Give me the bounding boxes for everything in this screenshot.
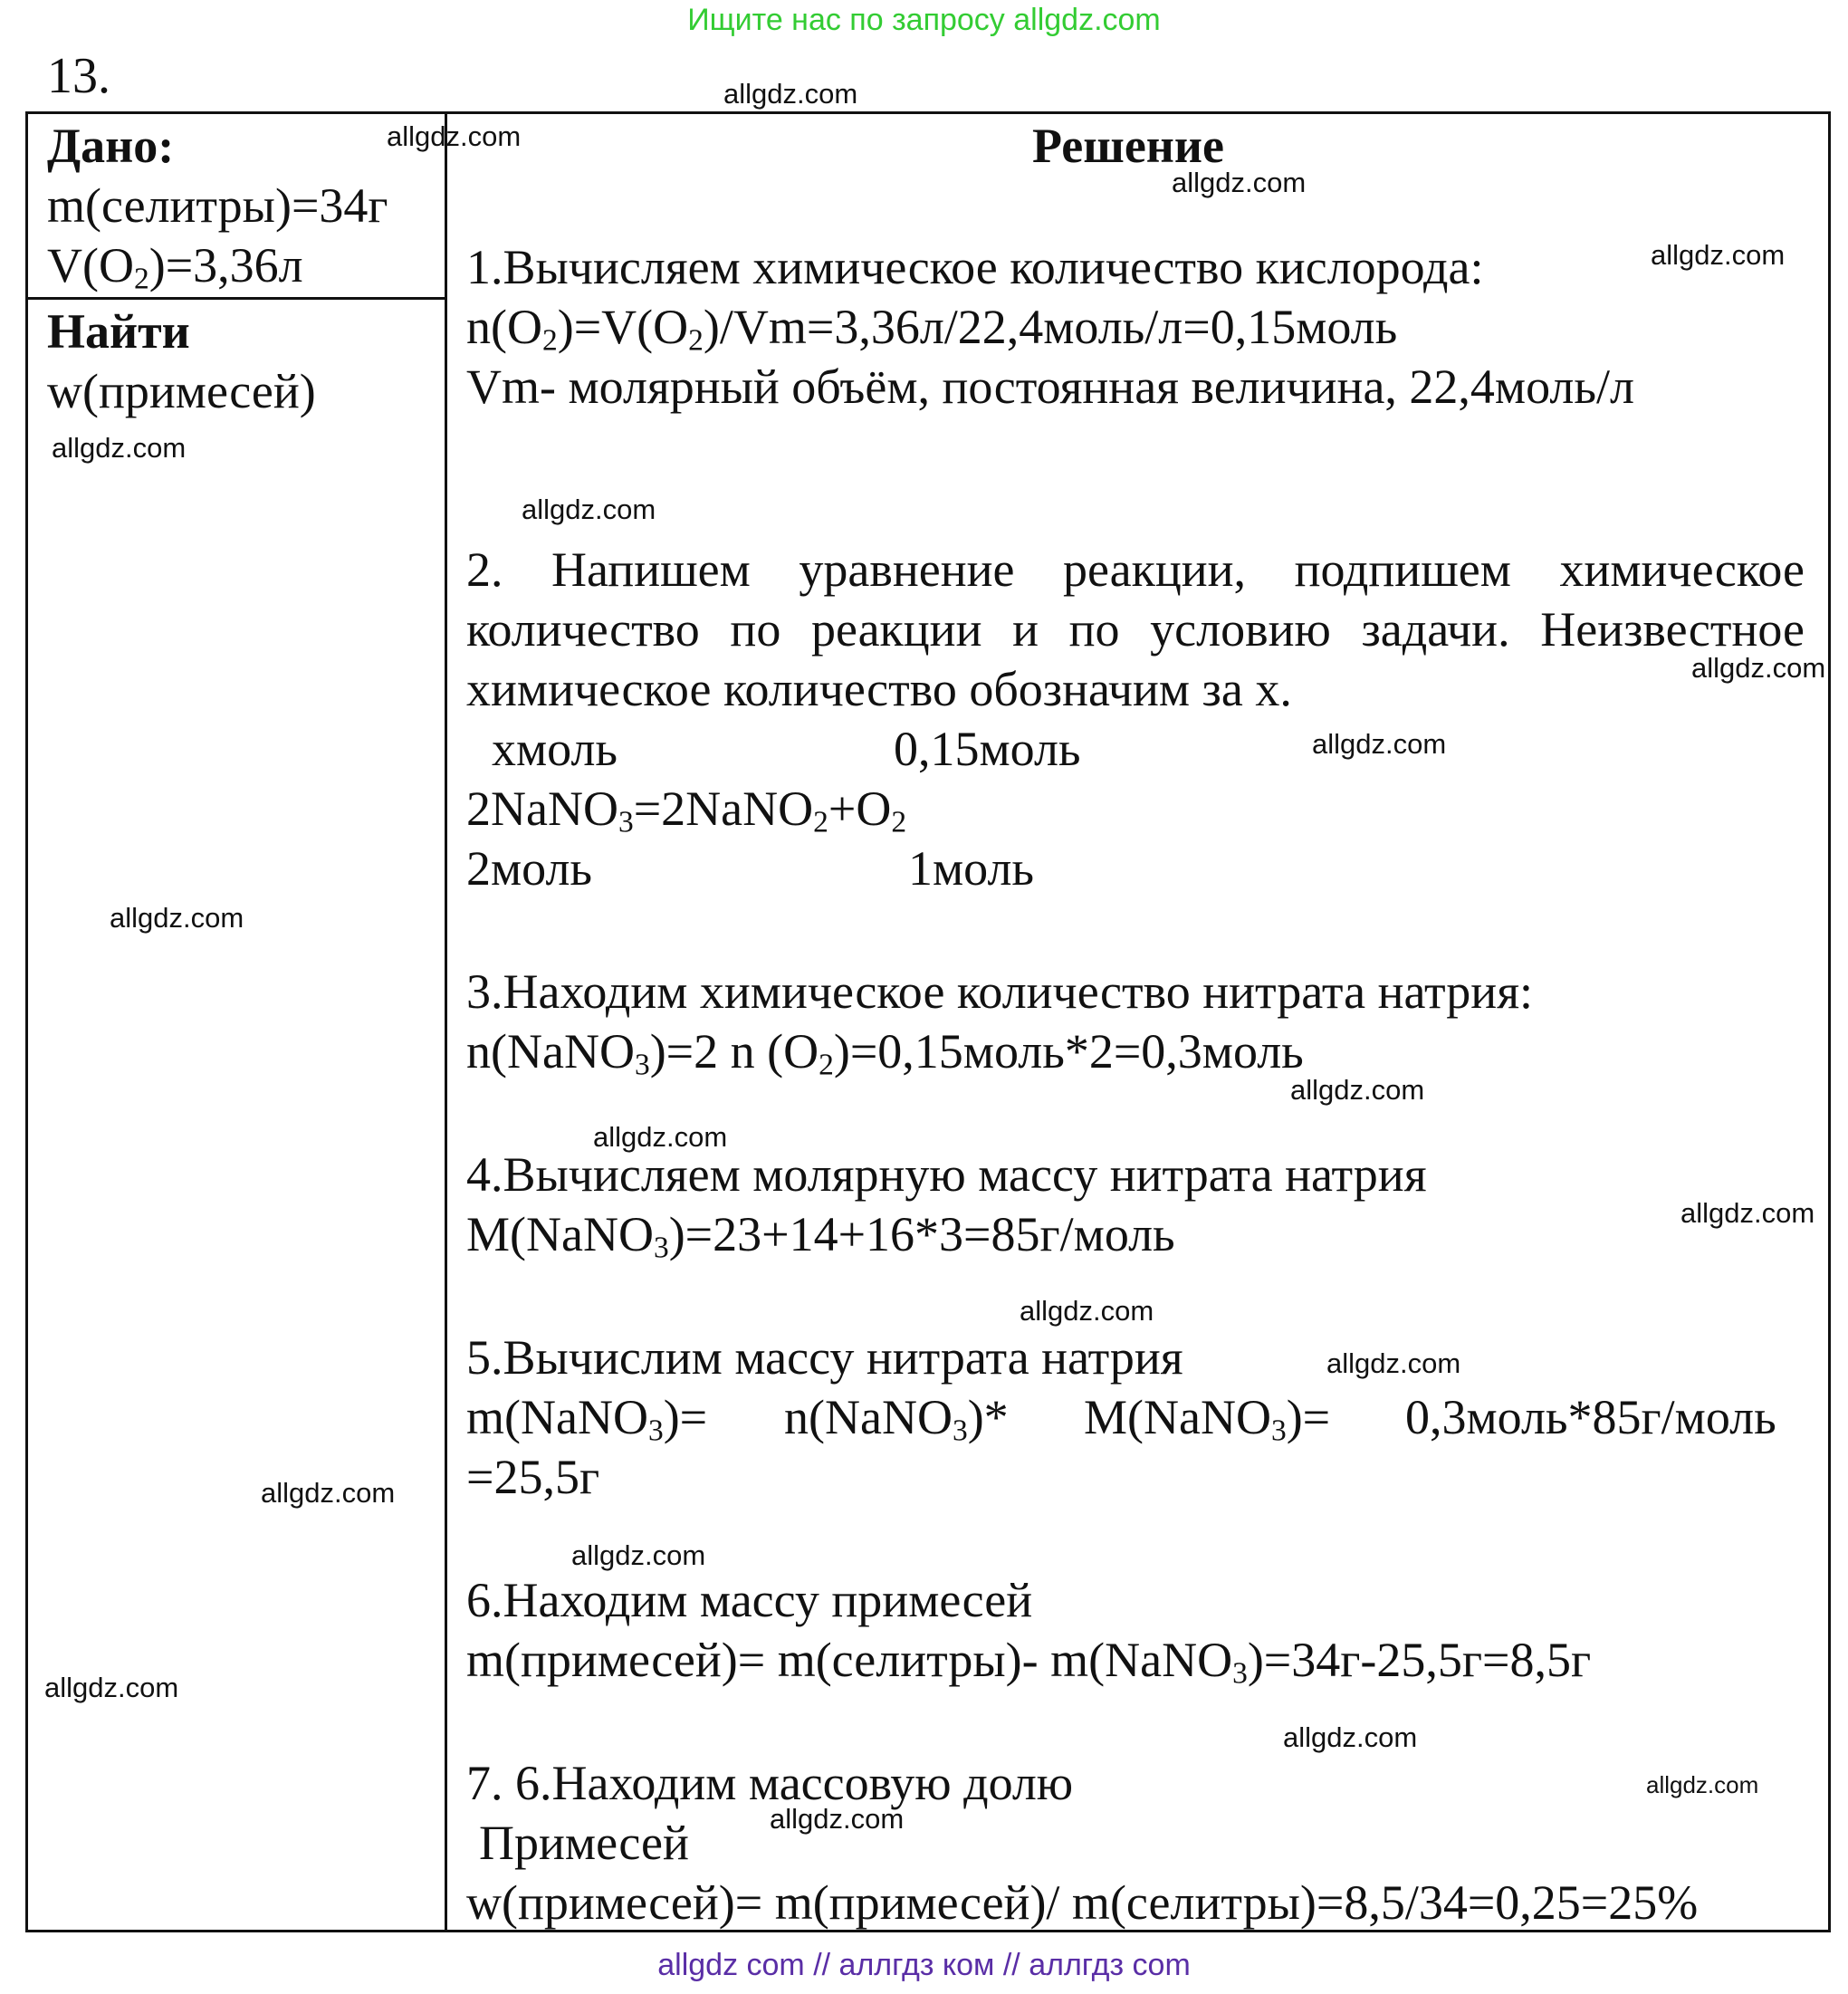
- watermark[interactable]: allgdz.com: [110, 902, 244, 934]
- watermark[interactable]: allgdz.com: [44, 1672, 179, 1703]
- watermark[interactable]: allgdz.com: [1326, 1347, 1461, 1379]
- given-title: Дано:: [47, 119, 175, 173]
- watermark[interactable]: allgdz.com: [1646, 1771, 1759, 1798]
- watermark[interactable]: allgdz.com: [1172, 167, 1307, 198]
- watermark[interactable]: allgdz.com: [593, 1121, 728, 1153]
- step4-equation: M(NaNO$_3$)=23+14+16*3=85г/моль: [466, 1207, 1175, 1265]
- step3-equation: n(NaNO$_3$)=2 n $(O_2)=0,15моль*2=0,3моль$: [466, 1024, 1304, 1082]
- watermark[interactable]: allgdz.com: [387, 120, 522, 152]
- step2-line2: количество по реакции и по условию задачи. Неизвестное: [466, 602, 1805, 657]
- task-number: 13.: [47, 48, 110, 104]
- step1-heading: 1.Вычисляем химическое количество кислорода:: [466, 240, 1484, 294]
- step5-result: =25,5г: [466, 1450, 600, 1504]
- watermark[interactable]: allgdz.com: [522, 494, 656, 525]
- step7-result: w(примесей)= m(примесей)/ m(селитры)=8,5/34=0,25=25%: [466, 1875, 1699, 1930]
- watermark[interactable]: allgdz.com: [1680, 1197, 1815, 1229]
- solution-title: Решение: [1032, 119, 1224, 173]
- step6-heading: 6.Находим массу примесей: [466, 1573, 1033, 1627]
- watermark[interactable]: allgdz.com: [1020, 1295, 1154, 1327]
- step2-above-left: хмоль: [492, 722, 618, 776]
- step7-heading: 7. 6.Находим массовую долю: [466, 1756, 1074, 1810]
- watermark[interactable]: allgdz.com: [52, 432, 187, 464]
- step3-heading: 3.Находим химическое количество нитрата натрия:: [466, 964, 1534, 1019]
- watermark[interactable]: allgdz.com: [261, 1477, 396, 1509]
- find-title: Найти: [47, 304, 190, 359]
- step5-part4: 0,3моль*85г/моль: [1405, 1390, 1776, 1444]
- watermark[interactable]: allgdz.com: [770, 1803, 905, 1835]
- top-banner[interactable]: Ищите нас по запросу allgdz.com: [687, 3, 1161, 37]
- step5-heading: 5.Вычислим массу нитрата натрия: [466, 1330, 1183, 1385]
- bottom-banner[interactable]: allgdz com // аллгдз ком // аллгдз com: [657, 1948, 1191, 1982]
- step7-line2: Примесей: [479, 1816, 689, 1870]
- watermark[interactable]: allgdz.com: [1312, 728, 1447, 760]
- step2-above-right: 0,15моль: [894, 722, 1081, 776]
- watermark[interactable]: allgdz.com: [571, 1539, 706, 1571]
- step5-part1: m(NaNO$_3$)=: [466, 1390, 708, 1448]
- column-divider: [445, 111, 447, 1932]
- step1-equation: $n(O_2)=V(O_2)/Vm=3,36л/22,4моль/л=0,15моль$: [466, 300, 1398, 358]
- watermark[interactable]: allgdz.com: [723, 78, 858, 110]
- step1-note: Vm- молярный объём, постоянная величина, 22,4моль/л: [466, 359, 1634, 414]
- given-mass: m(селитры)=34г: [47, 178, 388, 233]
- step2-equation: $2NaNO_3=2NaNO_2+O_2$: [466, 781, 907, 839]
- step2-below-right: 1моль: [908, 841, 1035, 896]
- step5-part3: M(NaNO$_3$)=: [1084, 1390, 1331, 1448]
- step2-line1: 2. Напишем уравнение реакции, подпишем химическое: [466, 542, 1805, 597]
- given-find-divider: [25, 297, 447, 300]
- watermark[interactable]: allgdz.com: [1290, 1074, 1425, 1106]
- step2-below-left: 2моль: [466, 841, 593, 896]
- step4-heading: 4.Вычисляем молярную массу нитрата натрия: [466, 1147, 1427, 1202]
- given-volume: $V(O_2)=3,36л$: [47, 238, 303, 296]
- step5-part2: n(NaNO$_3$)*: [784, 1390, 1009, 1448]
- step2-line3: химическое количество обозначим за х.: [466, 662, 1292, 716]
- find-value: w(примесей): [47, 364, 316, 418]
- step6-equation: m(примесей)= m(селитры)- m(NaNO$_3$)=34г-25,5г=8,5г: [466, 1633, 1592, 1691]
- watermark[interactable]: allgdz.com: [1691, 652, 1826, 684]
- watermark[interactable]: allgdz.com: [1651, 239, 1786, 271]
- watermark[interactable]: allgdz.com: [1283, 1721, 1418, 1753]
